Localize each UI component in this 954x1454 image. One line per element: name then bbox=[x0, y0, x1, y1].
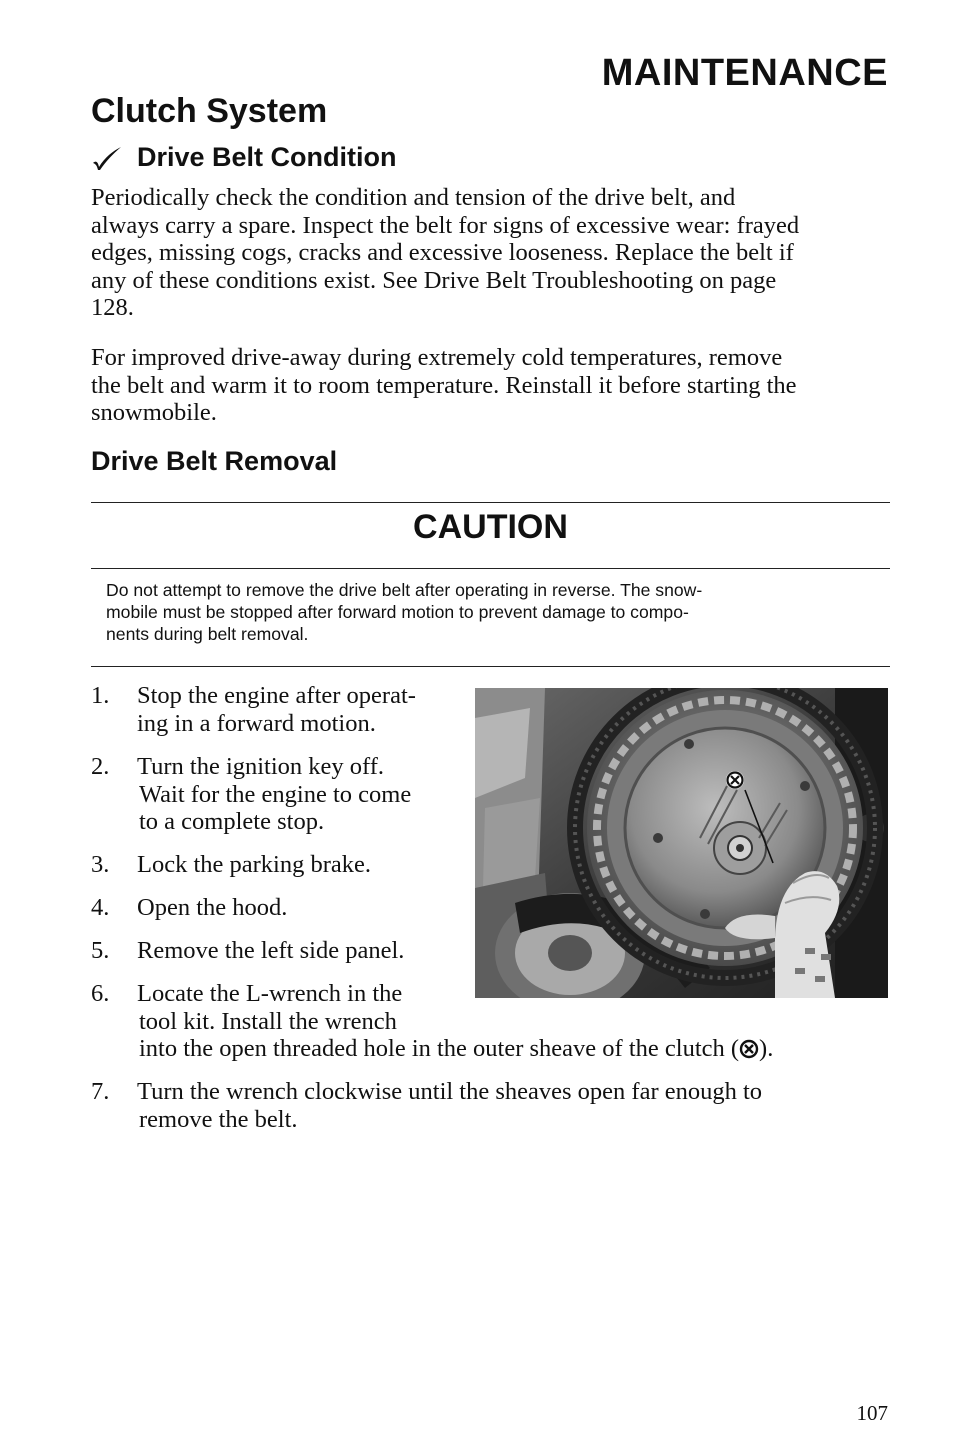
caution-title: CAUTION bbox=[413, 508, 568, 546]
step-line: tool kit. Install the wrench bbox=[139, 1007, 397, 1035]
step-line bbox=[137, 1035, 773, 1063]
section-header: MAINTENANCE bbox=[601, 52, 888, 94]
paragraph-line: Periodically check the condition and tension of the drive belt, and bbox=[91, 184, 736, 211]
caution-line: nents during belt removal. bbox=[106, 624, 309, 644]
caution-bottom-rule bbox=[91, 666, 890, 667]
step-line: Lock the parking brake. bbox=[137, 851, 372, 878]
step-number: 3. bbox=[91, 851, 110, 878]
caution-text bbox=[106, 579, 886, 645]
step-line: Stop the engine after operat- bbox=[137, 682, 416, 709]
step-number: 1. bbox=[91, 682, 110, 709]
circled-x-icon bbox=[739, 1039, 759, 1059]
paragraph-line: 128. bbox=[91, 294, 134, 322]
step-number: 2. bbox=[91, 753, 110, 780]
clutch-belt-photo bbox=[475, 688, 888, 998]
step-number: 6. bbox=[91, 980, 110, 1007]
page-number: 107 bbox=[856, 1401, 888, 1425]
caution-line: mobile must be stopped after forward motion to prevent damage to compo- bbox=[106, 602, 689, 622]
paragraph-line: any of these conditions exist. See Drive Belt Troubleshooting on page bbox=[91, 266, 777, 294]
step-line: remove the belt. bbox=[139, 1105, 298, 1133]
step-line-text: ). bbox=[759, 1035, 774, 1063]
paragraph-line: snowmobile. bbox=[91, 399, 217, 427]
caution-line: Do not attempt to remove the drive belt after operating in reverse. The snow- bbox=[106, 580, 703, 600]
step-line: Turn the ignition key off. bbox=[137, 753, 385, 780]
checkmark-icon bbox=[91, 145, 123, 171]
step-line-text: into the open threaded hole in the outer sheave of the clutch ( bbox=[139, 1035, 740, 1063]
paragraph-line: For improved drive-away during extremely cold temperatures, remove bbox=[91, 344, 783, 371]
subheading-text: Drive Belt Condition bbox=[137, 142, 397, 172]
subheading bbox=[91, 142, 397, 173]
section-heading-removal: Drive Belt Removal bbox=[91, 446, 338, 476]
caution-mid-rule bbox=[91, 568, 890, 569]
step-number: 4. bbox=[91, 894, 110, 921]
step-number: 7. bbox=[91, 1078, 110, 1105]
page-title: Clutch System bbox=[91, 92, 328, 130]
caution-top-rule bbox=[91, 502, 890, 503]
paragraph-belt-condition bbox=[91, 184, 891, 322]
step-line: Remove the left side panel. bbox=[137, 937, 405, 964]
step-line: Locate the L-wrench in the bbox=[137, 980, 403, 1007]
paragraph-line: always carry a spare. Inspect the belt for signs of excessive wear: frayed bbox=[91, 211, 800, 239]
paragraph-cold-temperatures bbox=[91, 344, 891, 427]
step-line: Open the hood. bbox=[137, 894, 288, 921]
step-number: 5. bbox=[91, 937, 110, 964]
step-line: Wait for the engine to come bbox=[139, 780, 412, 808]
paragraph-line: edges, missing cogs, cracks and excessive looseness. Replace the belt if bbox=[91, 239, 794, 267]
paragraph-line: the belt and warm it to room temperature. Reinstall it before starting the bbox=[91, 371, 797, 399]
step-line: to a complete stop. bbox=[139, 808, 325, 836]
step-line: Turn the wrench clockwise until the sheaves open far enough to bbox=[137, 1078, 763, 1105]
step-line: ing in a forward motion. bbox=[137, 709, 376, 737]
